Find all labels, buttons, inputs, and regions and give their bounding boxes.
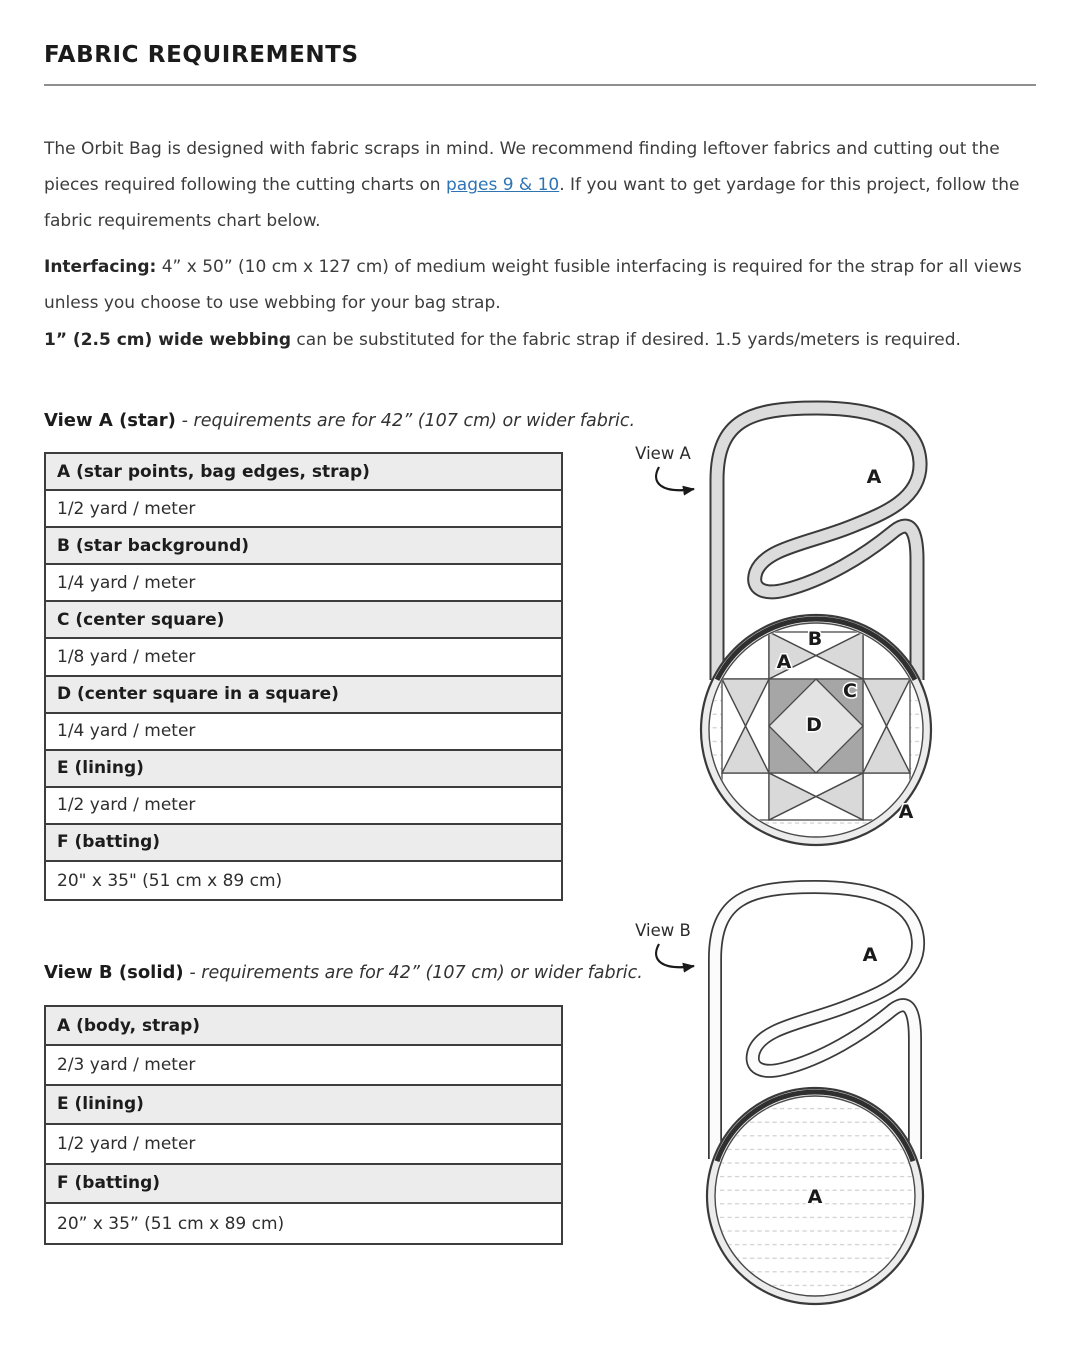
table-row: 1/8 yard / meter [46, 639, 561, 676]
table-row: F (batting) [46, 1165, 561, 1204]
fabric-label-corner-c: C [843, 680, 857, 702]
table-row: 20” x 35” (51 cm x 89 cm) [57, 1213, 285, 1234]
view-a-pointer-arrow [656, 467, 694, 490]
view-b-fabric-table [44, 1005, 563, 1245]
table-row: 1/2 yard / meter [46, 1125, 561, 1164]
interfacing-text: 4” x 50” (10 cm x 127 cm) of medium weight fusible interfacing is required for the strap for all views unless you choose to use webbing for your bag strap. [44, 257, 1022, 313]
pages-link[interactable]: pages 9 & 10 [445, 175, 560, 195]
table-row: B (star background) [46, 528, 561, 565]
intro-paragraph [44, 131, 1036, 239]
title-divider [44, 84, 1036, 86]
interfacing-lead: Interfacing: [44, 257, 157, 277]
page-title: FABRIC REQUIREMENTS [44, 42, 359, 68]
fabric-label-strap-a: A [862, 944, 878, 966]
intro-text-before: The Orbit Bag is designed with fabric scraps in mind. We recommend finding leftover fabrics and cutting out the pieces required following the cutting charts on [44, 139, 1000, 195]
table-row: 1/4 yard / meter [46, 565, 561, 602]
fabric-label-body-a: A [807, 1186, 823, 1208]
view-b-bag-diagram [600, 878, 1000, 1350]
fabric-label-edge-a: A [898, 801, 914, 823]
view-b-pointer-label: View B [635, 921, 691, 940]
view-a-pointer-label: View A [635, 444, 691, 463]
view-a-heading: View A (star) - requirements are for 42” (107 cm) or wider fabric. [44, 410, 636, 431]
table-row: C (center square) [46, 602, 561, 639]
webbing-text: can be substituted for the fabric strap if desired. 1.5 yards/meters is required. [291, 330, 961, 350]
webbing-lead: 1” (2.5 cm) wide webbing [44, 330, 292, 350]
fabric-label-center-d: D [806, 714, 822, 736]
table-row: 2/3 yard / meter [46, 1046, 561, 1085]
table-row: D (center square in a square) [46, 677, 561, 714]
view-b-heading: View B (solid) - requirements are for 42” (107 cm) or wider fabric. [44, 962, 643, 983]
table-row: 1/2 yard / meter [46, 491, 561, 528]
webbing-paragraph [44, 322, 1036, 358]
view-a-fabric-table [44, 452, 563, 901]
table-row: 1/2 yard / meter [46, 788, 561, 825]
table-row: A (star points, bag edges, strap) [46, 454, 561, 491]
table-row: A (body, strap) [46, 1007, 561, 1046]
view-a-bag-diagram [600, 398, 1000, 883]
view-b-pointer-arrow [656, 944, 694, 967]
table-row: E (lining) [46, 1086, 561, 1125]
interfacing-paragraph [44, 249, 1036, 321]
table-row: F (batting) [46, 825, 561, 862]
table-row: E (lining) [46, 751, 561, 788]
fabric-label-background-b: B [807, 628, 823, 650]
fabric-label-strap-a: A [866, 466, 882, 488]
table-row: 20" x 35" (51 cm x 89 cm) [57, 870, 283, 891]
table-row: 1/4 yard / meter [46, 714, 561, 751]
fabric-label-star-point-a: A [776, 651, 792, 673]
intro-text-after: . If you want to get yardage for this project, follow the fabric requirements chart below. [44, 175, 1020, 231]
